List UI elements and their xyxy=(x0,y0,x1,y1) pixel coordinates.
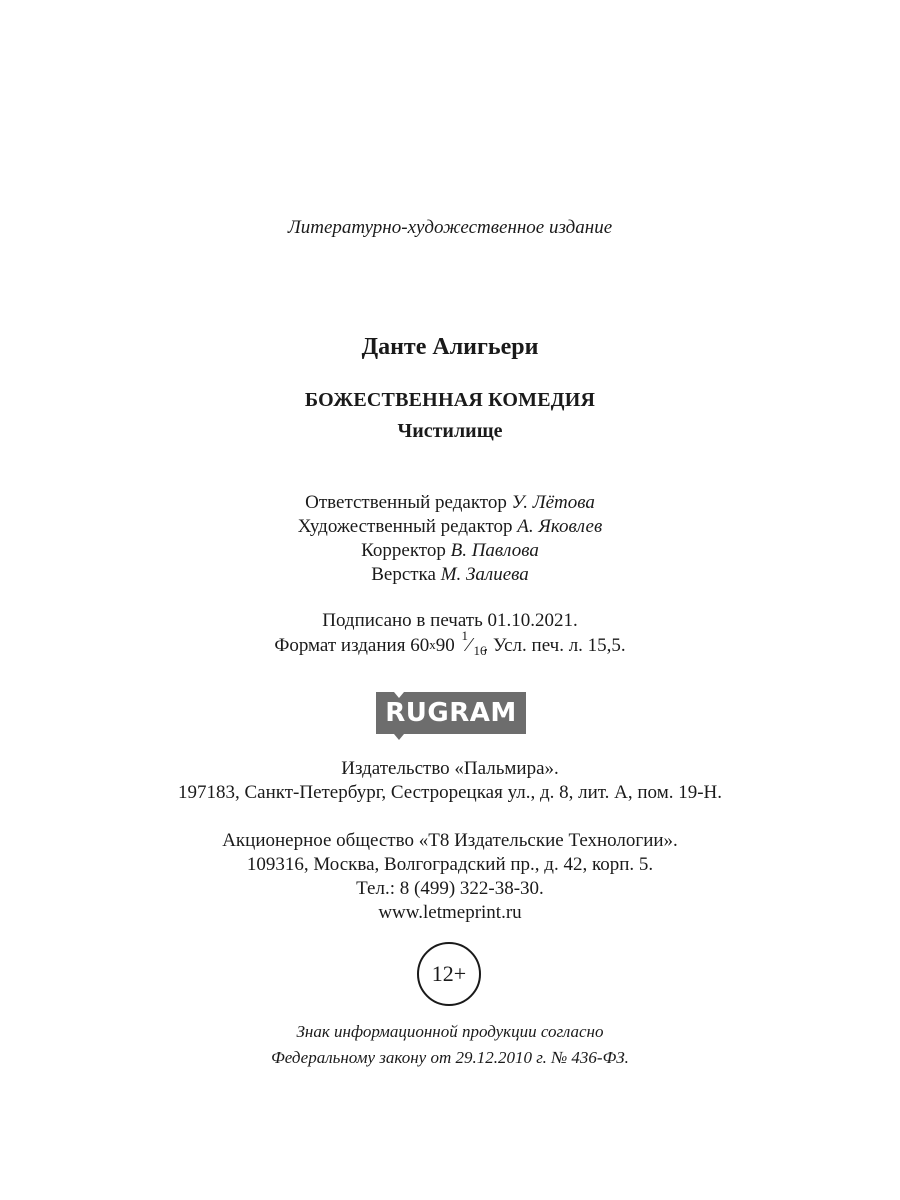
format-label: Формат издания xyxy=(274,635,406,656)
rugram-logo xyxy=(376,692,526,734)
publisher-name: Издательство «Пальмира». xyxy=(341,758,559,779)
fraction-denominator: 16 xyxy=(473,643,487,658)
credit-role: Корректор xyxy=(361,540,446,561)
credit-line xyxy=(0,563,900,587)
fraction-slash: ⁄ xyxy=(467,634,471,656)
printer-website: www.letmeprint.ru xyxy=(378,902,522,923)
credit-line xyxy=(0,491,900,515)
printer-address: 109316, Москва, Волгоградский пр., д. 42, корп. 5. xyxy=(246,854,654,875)
credit-role: Верстка xyxy=(371,564,436,585)
print-format xyxy=(0,628,900,658)
law-notice-line-1: Знак информационной продукции согласно xyxy=(296,1022,604,1041)
credit-name: У. Лётова xyxy=(511,492,595,513)
credit-name: В. Павлова xyxy=(450,540,539,561)
law-notice-line-2: Федеральному закону от 29.12.2010 г. № 436-ФЗ. xyxy=(271,1048,629,1067)
genre-label: Литературно-художественное издание xyxy=(287,217,613,238)
format-tail: . Усл. печ. л. 15,5. xyxy=(483,635,626,656)
credit-line xyxy=(0,515,900,539)
credit-line xyxy=(0,539,900,563)
print-signed-date: Подписано в печать 01.10.2021. xyxy=(322,610,578,631)
printer-phone: Тел.: 8 (499) 322-38-30. xyxy=(356,878,544,899)
publisher-address: 197183, Санкт-Петербург, Сестрорецкая ул., д. 8, лит. А, пом. 19-Н. xyxy=(177,782,723,803)
format-fraction xyxy=(459,628,487,658)
fraction-numerator: 1 xyxy=(461,628,468,643)
credit-name: А. Яковлев xyxy=(517,516,603,537)
age-rating-badge: 12+ xyxy=(417,942,481,1006)
book-title: БОЖЕСТВЕННАЯ КОМЕДИЯ xyxy=(304,389,596,411)
format-times: x xyxy=(429,637,436,652)
logo-notch-top xyxy=(394,692,404,698)
format-height: 90 xyxy=(435,635,455,656)
logo-text: RUGRAM xyxy=(385,698,517,728)
author-name: Данте Алигьери xyxy=(361,334,539,360)
logo-notch-bottom xyxy=(394,734,404,740)
book-subtitle: Чистилище xyxy=(397,420,503,442)
printer-name: Акционерное общество «Т8 Издательские Технологии». xyxy=(222,830,678,851)
credit-role: Ответственный редактор xyxy=(305,492,507,513)
credit-name: М. Залиева xyxy=(440,564,529,585)
format-width: 60 xyxy=(410,635,430,656)
credit-role: Художественный редактор xyxy=(297,516,513,537)
